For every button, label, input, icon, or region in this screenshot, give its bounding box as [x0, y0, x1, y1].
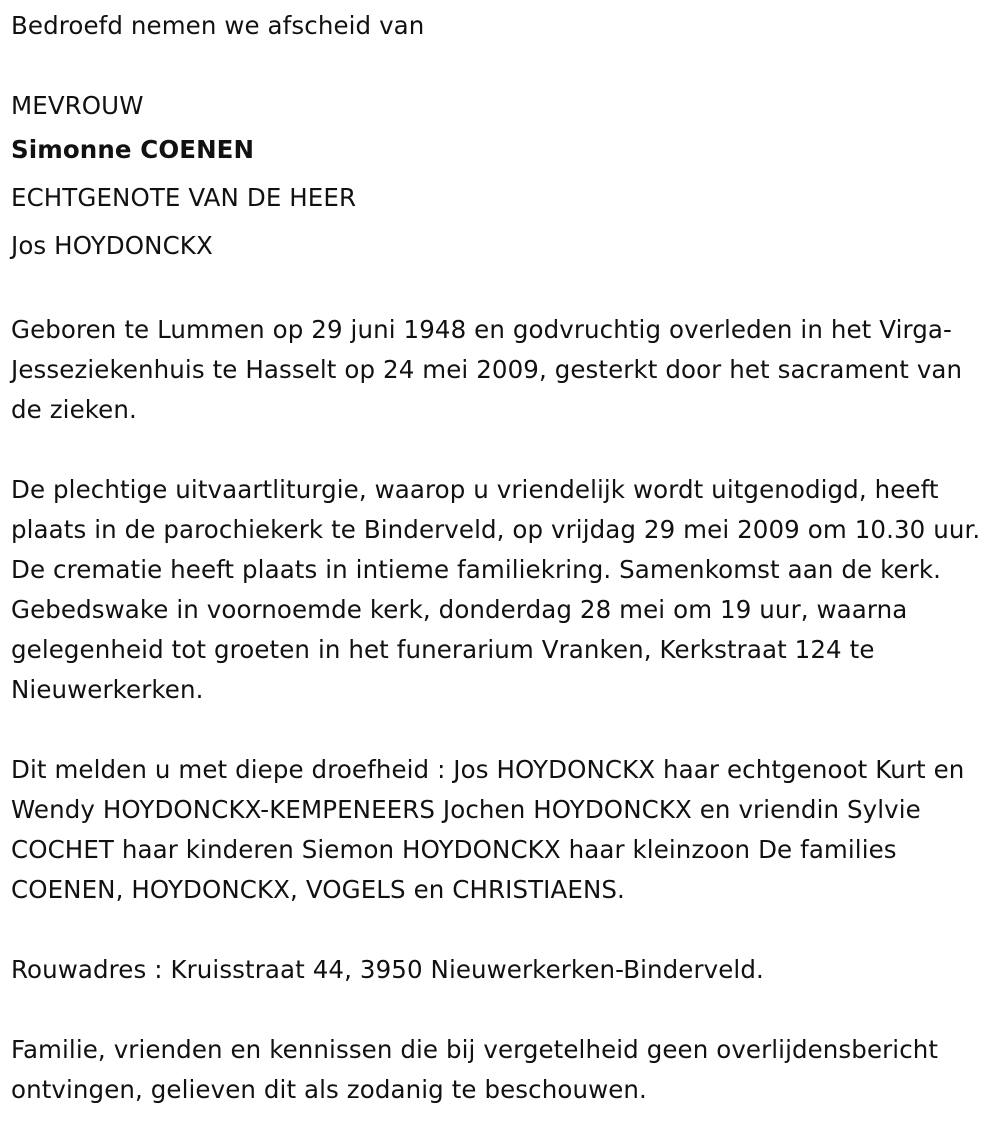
obituary-document	[11, 6, 996, 1110]
birth-death-paragraph: Geboren te Lummen op 29 juni 1948 en godvruchtig overleden in het Virga-Jesseziekenhuis te Hasselt op 24 mei 2009, gesterkt door het sacrament van de zieken.	[11, 315, 963, 424]
closing-paragraph: Familie, vrienden en kennissen die bij vergetelheid geen overlijdensbericht ontvingen, gelieven dit als zodanig te beschouwen.	[11, 1035, 939, 1104]
funeral-paragraph: De plechtige uitvaartliturgie, waarop u vriendelijk wordt uitgenodigd, heeft plaats in de parochiekerk te Binderveld, op vrijdag 29 mei 2009 om 10.30 uur. De crematie heeft plaats in intieme familiekring. Samenkomst aan de kerk. Gebedswake in voornoemde kerk, donderdag 28 mei om 19 uur, waarna gelegenheid tot groeten in het funerarium Vranken, Kerkstraat 124 te Nieuwerkerken.	[11, 475, 981, 704]
announcement-paragraph: Dit melden u met diepe droefheid : Jos HOYDONCKX haar echtgenoot Kurt en Wendy HOYDONCKX-KEMPENEERS Jochen HOYDONCKX en vriendin Sylvie COCHET haar kinderen Siemon HOYDONCKX haar kleinzoon De families COENEN, HOYDONCKX, VOGELS en CHRISTIAENS.	[11, 755, 965, 904]
deceased-name: Simonne COENEN	[11, 135, 255, 164]
address-line: Rouwadres : Kruisstraat 44, 3950 Nieuwerkerken-Binderveld.	[11, 955, 764, 984]
intro-line: Bedroefd nemen we afscheid van	[11, 11, 425, 40]
title-line: MEVROUW	[11, 91, 144, 120]
spouse-label: ECHTGENOTE VAN DE HEER	[11, 183, 357, 212]
spouse-name: Jos HOYDONCKX	[11, 231, 213, 260]
